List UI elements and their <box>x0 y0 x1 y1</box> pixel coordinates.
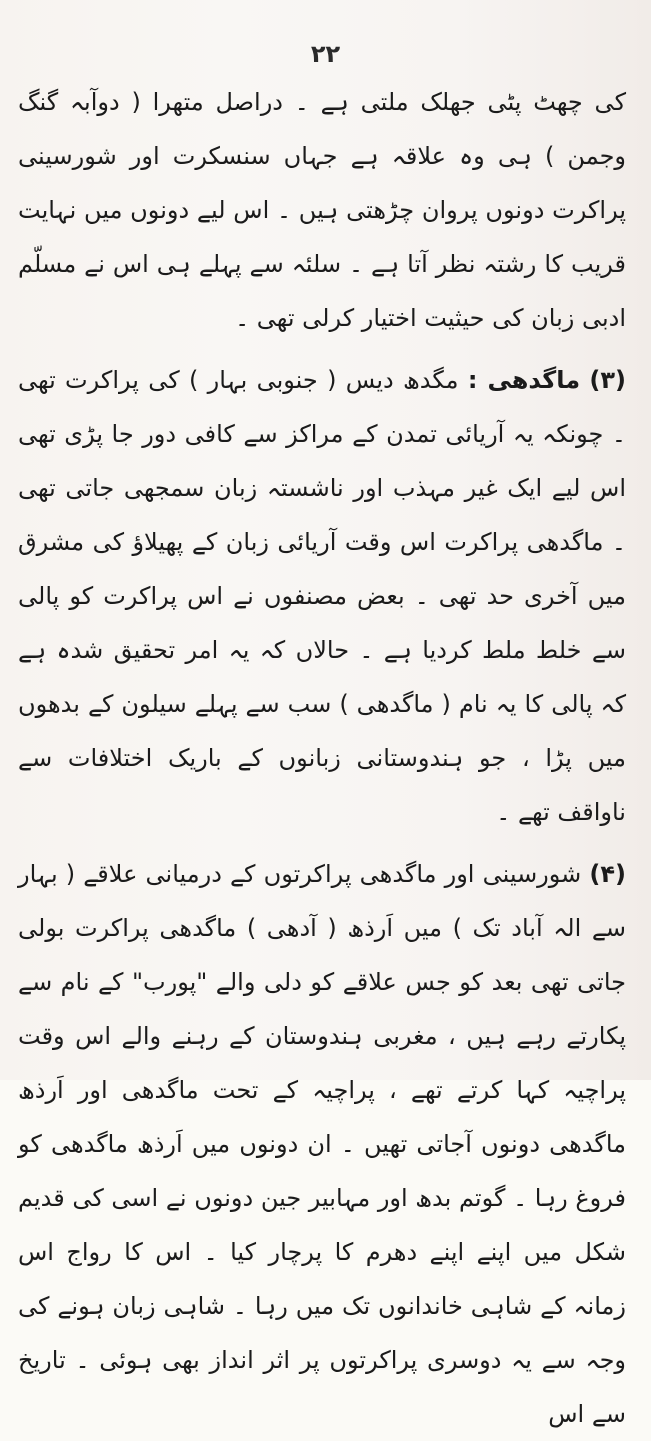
paragraph-gap <box>18 839 626 847</box>
section-number-3: (۳) <box>589 366 626 394</box>
paragraph-2-text: مگدھ دیس ( جنوبی بہار ) کی پراکرت تھی ۔ چونکہ یہ آریائی تمدن کے مراکز سے کافی دور جا پڑی تھی اس لیے ایک غیر مہذب اور ناشستہ زبان سمجھی جاتی تھی ۔ ماگدھی پراکرت اس وقت آریائی زبان کے پھیلاؤ کی مشرق میں آخری حد تھی ۔ بعض مصنفوں نے اس پراکرت کو پالی سے خلط ملط کردیا ہے ۔ حالاں کہ یہ امر تحقیق شدہ ہے کہ پالی کا یہ نام ( ماگدھی ) سب سے پہلے سیلون کے بدھوں میں پڑا ، جو ہندوستانی زبانوں کے باریک اختلافات سے ناواقف تھے ۔ <box>18 366 626 826</box>
section-title-magadhi: ماگدھی : <box>467 366 581 394</box>
paragraph-gap <box>18 345 626 353</box>
paragraph-1-text: کی چھٹ پٹی جھلک ملتی ہے ۔ دراصل متھرا ( دوآبہ گنگ وجمن ) ہی وہ علاقہ ہے جہاں سنسکرت اور شورسینی پراکرت دونوں پروان چڑھتی ہیں ۔ اس لیے دونوں میں نہایت قریب کا رشتہ نظر آتا ہے ۔ سلئہ سے پہلے ہی اس نے مسلّم ادبی زبان کی حیثیت اختیار کرلی تھی ۔ <box>18 88 626 332</box>
page-number: ۲۲ <box>310 40 341 68</box>
section-number-4: (۴) <box>589 860 626 888</box>
paragraph-2 <box>18 353 626 839</box>
paragraph-3-text: شورسینی اور ماگدھی پراکرتوں کے درمیانی علاقے ( بہار سے الہ آباد تک ) میں اَرذھ ( آدھی ) ماگدھی پراکرت بولی جاتی تھی بعد کو جس علاقے کو دلی والے "پورب" کے نام سے پکارتے رہے ہیں ، مغربی ہندوستان کے رہنے والے اس وقت پراچیہ کہا کرتے تھے ، پراچیہ کے تحت ماگدھی اور اَرذھ ماگدھی دونوں آجاتی تھیں ۔ ان دونوں میں اَرذھ ماگدھی کو فروغ رہا ۔ گوتم بدھ اور مہابیر جین دونوں نے اسی کی قدیم شکل میں اپنے اپنے دھرم کا پرچار کیا ۔ اس کا رواج اس زمانہ کے شاہی خاندانوں تک میں رہا ۔ شاہی زبان ہونے کی وجہ سے یہ دوسری پراکرتوں پر اثر انداز بھی ہوئی ۔ تاریخ سے اس <box>18 860 626 1428</box>
page-text-block <box>18 75 626 1441</box>
paragraph-1 <box>18 75 626 345</box>
paragraph-3 <box>18 847 626 1441</box>
